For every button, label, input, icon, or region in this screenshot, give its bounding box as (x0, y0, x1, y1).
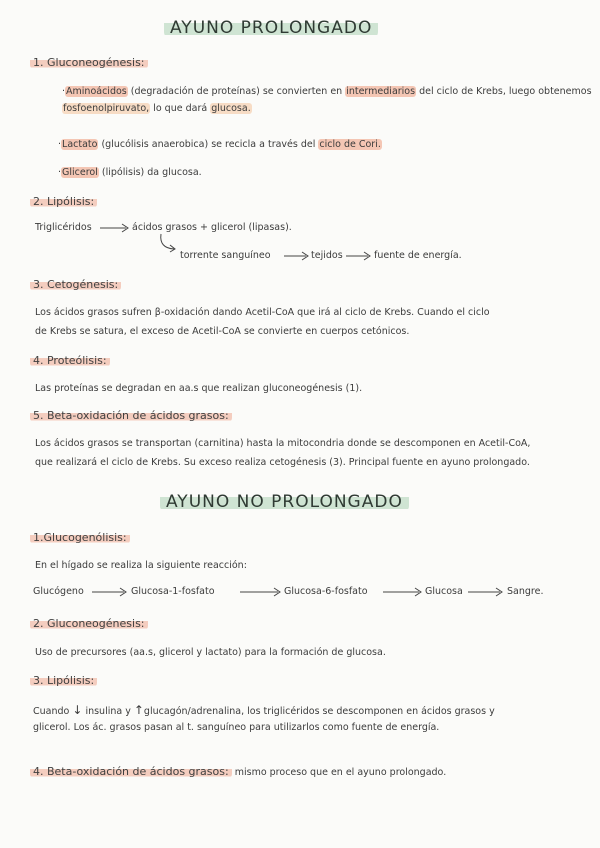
chain-sangre: Sangre. (507, 586, 544, 597)
heading-proteolisis: 4. Proteólisis: (30, 354, 110, 367)
cetogenesis-line-1: Los ácidos grasos sufren β-oxidación dando Acetil-CoA que irá al ciclo de Krebs. Cuando el ciclo (35, 307, 490, 318)
arrow-right-icon (100, 223, 130, 233)
fuente-energia-label: fuente de energía. (374, 250, 462, 261)
heading-cetogenesis: 3. Cetogénesis: (30, 278, 121, 291)
arrow-right-icon (468, 587, 504, 597)
arrow-right-icon (383, 587, 423, 597)
heading-lipolisis-2: 3. Lipólisis: (30, 674, 97, 687)
tejidos-label: tejidos (311, 250, 343, 261)
cetogenesis-line-2: de Krebs se satura, el exceso de Acetil-CoA se convierte en cuerpos cetónicos. (35, 326, 410, 337)
lipolisis-2-line-2: glicerol. Los ác. grasos pasan al t. sanguíneo para utilizarlos como fuente de energía. (33, 722, 440, 733)
title-ayuno-no-prolongado: AYUNO NO PROLONGADO (160, 492, 409, 512)
heading-glucogenolisis: 1.Glucogenólisis: (30, 531, 130, 544)
arrow-right-icon (284, 251, 310, 261)
glicerol-line: ·Glicerol (lipólisis) da glucosa. (58, 167, 202, 178)
chain-glucosa: Glucosa (425, 586, 463, 597)
curved-arrow-icon (158, 234, 178, 254)
heading-gluconeogenesis: 1. Gluconeogénesis: (30, 56, 148, 69)
beta-oxidacion-2-line: 4. Beta-oxidación de ácidos grasos: mismo proceso que en el ayuno prolongado. (30, 765, 446, 778)
arrow-down-icon: ↓ (72, 703, 83, 717)
torrente-label: torrente sanguíneo (180, 250, 271, 261)
beta-oxidacion-line-2: que realizará el ciclo de Krebs. Su exceso realiza cetogénesis (3). Principal fuente en ayuno prolongado. (35, 457, 530, 468)
arrow-up-icon: ↑ (133, 703, 144, 717)
arrow-right-icon (92, 587, 128, 597)
lactato-line: ·Lactato (glucólisis anaerobica) se recicla a través del ciclo de Cori. (58, 139, 381, 150)
chain-glucogeno: Glucógeno (33, 586, 84, 597)
title-ayuno-prolongado: AYUNO PROLONGADO (164, 18, 378, 38)
gluconeogenesis-2-line: Uso de precursores (aa.s, glicerol y lactato) para la formación de glucosa. (35, 647, 386, 658)
term-lactato: Lactato (62, 139, 98, 150)
term-aminoacidos: Aminoácidos (66, 86, 127, 97)
heading-beta-oxidacion: 5. Beta-oxidación de ácidos grasos: (30, 409, 232, 422)
term-glicerol: Glicerol (62, 167, 98, 178)
productos-lipolisis: ácidos grasos + glicerol (lipasas). (132, 222, 292, 233)
lipolisis-2-line-1: Cuando ↓ insulina y ↑glucagón/adrenalina, los triglicéridos se descomponen en ácidos grasos y (33, 703, 495, 717)
glucogenolisis-intro: En el hígado se realiza la siguiente reacción: (35, 560, 247, 571)
arrow-right-icon (240, 587, 282, 597)
beta-oxidacion-line-1: Los ácidos grasos se transportan (carnitina) hasta la mitocondria donde se descomponen en Acetil-CoA, (35, 438, 531, 449)
heading-beta-oxidacion-2: 4. Beta-oxidación de ácidos grasos: (30, 765, 232, 778)
heading-lipolisis: 2. Lipólisis: (30, 195, 97, 208)
term-ciclo-cori: ciclo de Cori. (319, 139, 381, 150)
chain-glucosa-6-fosfato: Glucosa-6-fosfato (284, 586, 368, 597)
term-intermediarios: intermediarios (346, 86, 416, 97)
aminoacidos-line: ·Aminoácidos (degradación de proteínas) se convierten en intermediarios del ciclo de Krebs, luego obtenemos (62, 86, 592, 97)
chain-glucosa-1-fosfato: Glucosa-1-fosfato (131, 586, 215, 597)
trigliceridos-label: Triglicéridos (35, 222, 92, 233)
arrow-right-icon (346, 251, 372, 261)
heading-gluconeogenesis-2: 2. Gluconeogénesis: (30, 617, 148, 630)
proteolisis-line-1: Las proteínas se degradan en aa.s que realizan gluconeogénesis (1). (35, 383, 363, 394)
aminoacidos-line-2: fosfoenolpiruvato, lo que dará glucosa. (63, 103, 251, 114)
